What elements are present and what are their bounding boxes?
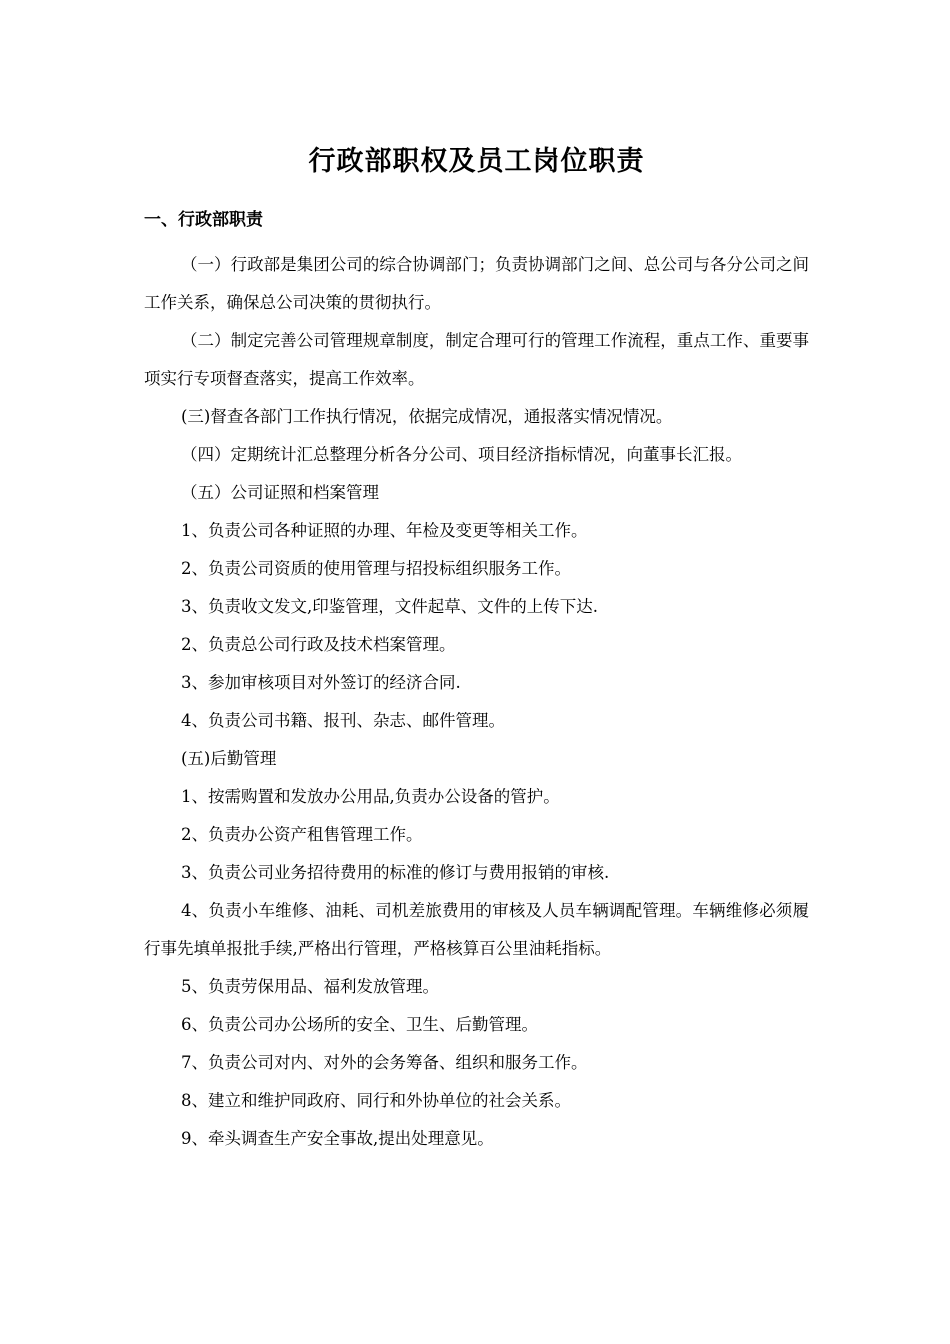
- paragraph-14: 2、负责办公资产租售管理工作。: [181, 825, 423, 844]
- paragraph-6: 1、负责公司各种证照的办理、年检及变更等相关工作。: [181, 521, 588, 540]
- paragraph-8: 3、负责收文发文,印鉴管理，文件起草、文件的上传下达.: [181, 597, 598, 616]
- paragraph-19: 7、负责公司对内、对外的会务筹备、组织和服务工作。: [181, 1053, 588, 1072]
- paragraph-3: (三)督查各部门工作执行情况，依据完成情况，通报落实情况情况。: [181, 407, 673, 426]
- paragraph-20: 8、建立和维护同政府、同行和外协单位的社会关系。: [181, 1091, 571, 1110]
- paragraph-4: （四）定期统计汇总整理分析各分公司、项目经济指标情况，向董事长汇报。: [181, 445, 742, 464]
- document-title: 行政部职权及员工岗位职责: [308, 146, 645, 177]
- section-heading: 一、行政部职责: [144, 210, 263, 230]
- paragraph-10: 3、参加审核项目对外签订的经济合同.: [181, 673, 461, 692]
- paragraph-1: （一）行政部是集团公司的综合协调部门；负责协调部门之间、总公司与各分公司之间工作关系，确保总公司决策的贯彻执行。: [144, 255, 809, 312]
- paragraph-18: 6、负责公司办公场所的安全、卫生、后勤管理。: [181, 1015, 538, 1034]
- paragraph-21: 9、牵头调查生产安全事故,提出处理意见。: [181, 1129, 494, 1148]
- paragraph-5: （五）公司证照和档案管理: [181, 483, 379, 502]
- paragraph-13: 1、按需购置和发放办公用品,负责办公设备的管护。: [181, 787, 560, 806]
- paragraph-11: 4、负责公司书籍、报刊、杂志、邮件管理。: [181, 711, 505, 730]
- paragraph-12: (五)后勤管理: [181, 749, 277, 768]
- paragraph-2: （二）制定完善公司管理规章制度，制定合理可行的管理工作流程，重点工作、重要事项实行专项督查落实，提高工作效率。: [144, 331, 809, 388]
- paragraph-17: 5、负责劳保用品、福利发放管理。: [181, 977, 439, 996]
- paragraph-7: 2、负责公司资质的使用管理与招投标组织服务工作。: [181, 559, 571, 578]
- paragraph-16: 4、负责小车维修、油耗、司机差旅费用的审核及人员车辆调配管理。车辆维修必须履行事先填单报批手续,严格出行管理，严格核算百公里油耗指标。: [144, 901, 809, 958]
- paragraph-15: 3、负责公司业务招待费用的标准的修订与费用报销的审核.: [181, 863, 610, 882]
- paragraph-9: 2、负责总公司行政及技术档案管理。: [181, 635, 456, 654]
